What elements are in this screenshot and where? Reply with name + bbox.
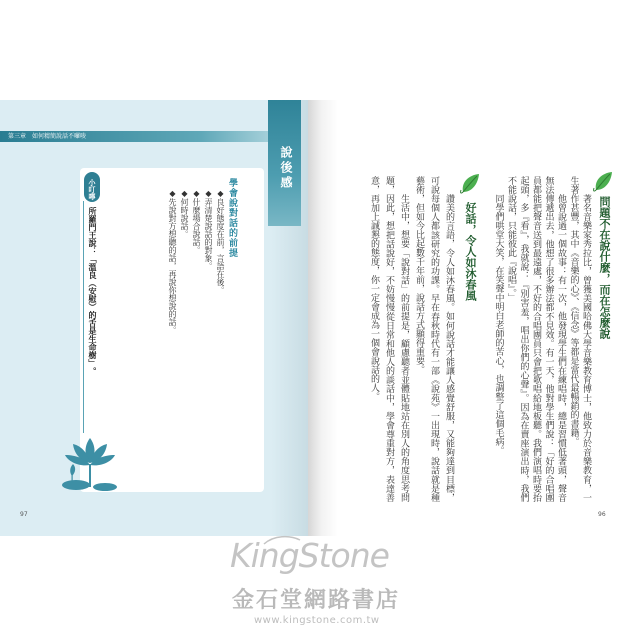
section-tab [268, 100, 301, 226]
watermark-brand: KingStone [230, 536, 389, 575]
section-1-body [480, 176, 592, 502]
section-heading-2: 好話，令人如沐春風 [464, 202, 477, 301]
tip-quote: 所羅門王說：「溫良（安慰）的舌是生命樹」。 [88, 207, 98, 375]
leaf-icon [459, 172, 481, 196]
list-item: ◆先說對方想聽的話，再說你想說的話。 [168, 189, 177, 334]
watermark-store-name: 金石堂網路書店 [232, 587, 401, 613]
list-item: ◆什麼場合說話。 [192, 189, 201, 254]
watermark-url: www.kingstone.com.tw [254, 615, 380, 626]
paragraph: 同學們哄堂大笑，在笑聲中明白老師的苦心，也調整了這個毛病。 [493, 194, 504, 455]
paragraph: 他曾說過一個故事：有一次，他發現學生們在練唱時，總是習慣低著頭，聲音無法傳遞出去，他想了很多辦法都不見效。有一天，他對學生們說：「好的合唱團員都能把聲音送到最遠處，不好的合唱團員只會把歌唱給地板聽。我們演唱時要抬起頭，多『看』，我就說：『別害羞，唱出你們的心聲』。因為在賣座演出時，我們不能說話，只能彼此『說唱』。」 [506, 176, 566, 502]
lotus-illustration [60, 428, 120, 492]
section-heading-1: 問題不在說什麼，而在怎麼說 [598, 196, 611, 339]
leaf-icon [592, 170, 614, 194]
tip-panel-rule [83, 201, 84, 433]
tips-list [164, 189, 226, 379]
paragraph: 生活中，想要「說對話」的前提是，顧慮聽者並體貼地站在別人的角度思考問題，因此，想把話說好，不妨慢慢從日常和他人的談話中，學會尊重對方，表達善意，再加上誠懇的態度，你一定會成為一個會說話的人。 [369, 176, 409, 502]
section-2-body [338, 176, 456, 502]
page-number-right: 96 [598, 511, 606, 518]
chapter-header: 第三章 如何精簡說話不囉唆 [0, 131, 268, 142]
section-tab-label: 說後感 [279, 146, 293, 191]
tip-badge: 小叮嚀 [84, 172, 100, 202]
paragraph: 著名音樂家秀拉比，曾獲美國哈佛大學音樂教育博士，他致力於音樂教育，一生著作甚豐，其中《音樂的心》、《信念》等都是當代最暢銷的書籍。 [568, 176, 591, 502]
list-item: ◆良好態度在前，言語在後。 [216, 189, 225, 294]
list-item: ◆何時說話。 [180, 189, 189, 238]
page-number-left: 97 [20, 511, 28, 518]
list-title: 學會說對話的前提 [227, 178, 237, 258]
paragraph: 讚美的言語，令人如沐春風。如何說話才能讓人感覺舒服，又能夠達到目標，可說每個人都該研究的功課。早在春秋時代有一部《說苑》一出現時，說話就是種藝術，但如今比起數千年前，說話方式顯得重要。 [414, 176, 454, 502]
list-item: ◆弄清楚說話的對象。 [204, 189, 213, 270]
